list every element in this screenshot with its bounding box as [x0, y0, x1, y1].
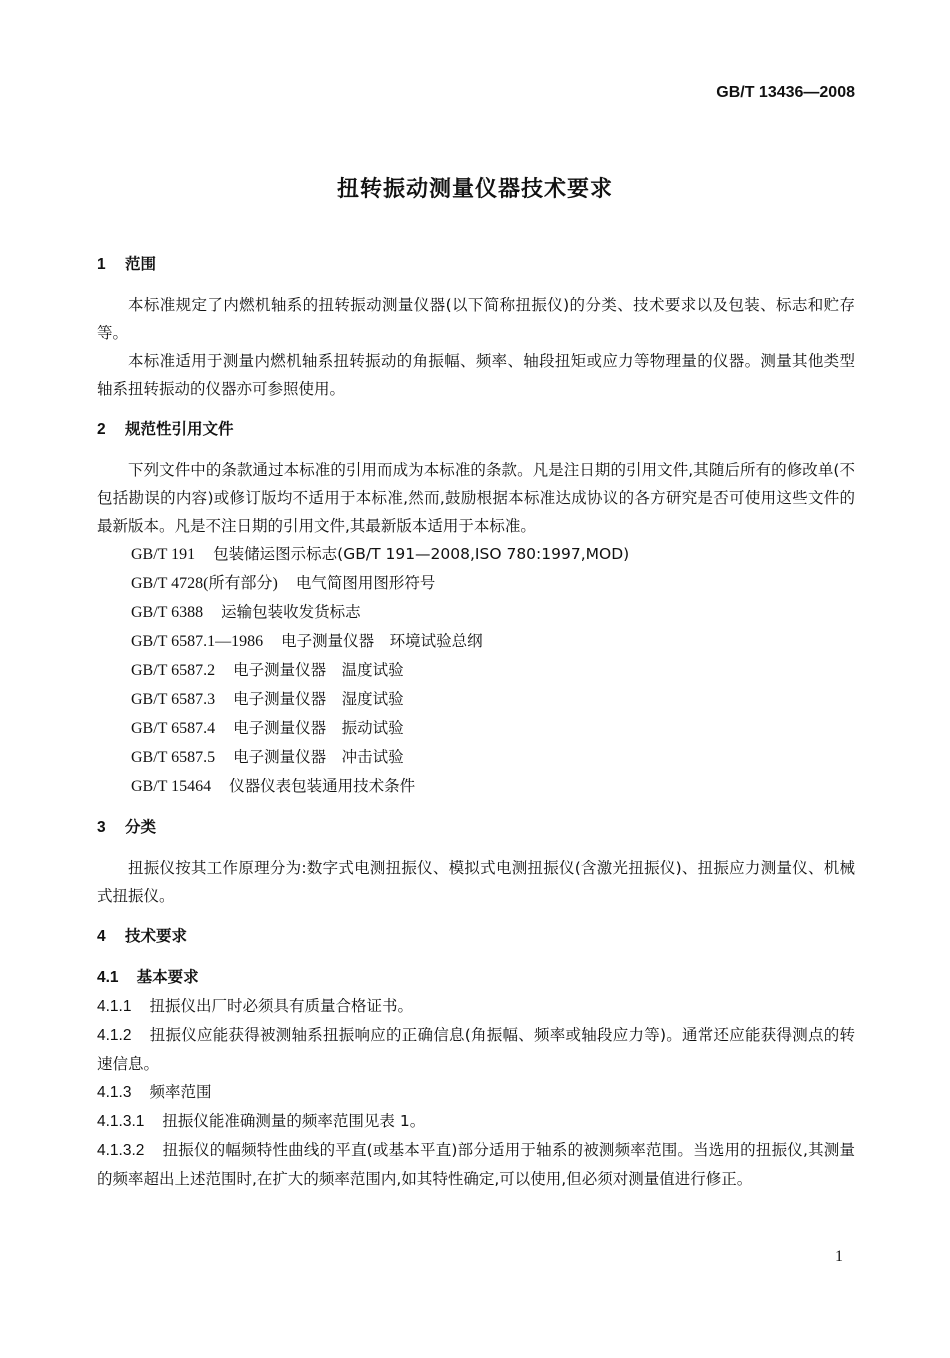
clause-number: 4.1.3 — [97, 1084, 132, 1101]
reference-title: 电子测量仪器 温度试验 — [233, 661, 404, 679]
reference-code: GB/T 6587.4 — [131, 720, 216, 737]
reference-item — [97, 569, 855, 598]
standard-number: GB/T 13436—2008 — [716, 84, 855, 101]
section-title: 范围 — [125, 255, 157, 273]
document-title: 扭转振动测量仪器技术要求 — [336, 177, 613, 202]
reference-title: 电子测量仪器 振动试验 — [233, 719, 404, 737]
reference-code: GB/T 6388 — [131, 604, 204, 621]
reference-code: GB/T 15464 — [131, 778, 212, 795]
reference-title: 仪器仪表包装通用技术条件 — [229, 777, 416, 795]
clause-number: 4.1.3.1 — [97, 1113, 145, 1130]
section-heading-technical-requirements — [97, 922, 855, 951]
reference-title: 电气简图用图形符号 — [295, 574, 436, 592]
clause-4-1-3 — [97, 1078, 855, 1107]
reference-code: GB/T 191 — [131, 546, 196, 563]
clause-number: 4.1.3.2 — [97, 1142, 145, 1159]
reference-item — [97, 540, 855, 569]
clause-text: 扭振仪的幅频特性曲线的平直(或基本平直)部分适用于轴系的被测频率范围。当选用的扭振仪,其测量的频率超出上述范围时,在扩大的频率范围内,如其特性确定,可以使用,但必须对测量值进行修正。 — [97, 1141, 855, 1188]
clause-number: 4.1.1 — [97, 998, 132, 1015]
section-number: 1 — [97, 256, 106, 273]
clause-text: 扭振仪出厂时必须具有质量合格证书。 — [149, 997, 413, 1015]
reference-code: GB/T 6587.1—1986 — [131, 633, 264, 650]
section-title: 规范性引用文件 — [125, 420, 234, 438]
reference-code: GB/T 6587.3 — [131, 691, 216, 708]
reference-item — [97, 772, 855, 801]
scope-paragraph-2: 本标准适用于测量内燃机轴系扭转振动的角振幅、频率、轴段扭矩或应力等物理量的仪器。测量其他类型轴系扭转振动的仪器亦可参照使用。 — [97, 352, 855, 398]
section-heading-classification — [97, 813, 855, 842]
clause-text: 频率范围 — [149, 1083, 212, 1101]
section-title: 技术要求 — [125, 927, 188, 945]
clause-4-1-2 — [97, 1021, 855, 1078]
section-number: 3 — [97, 819, 106, 836]
document-body — [97, 250, 855, 1193]
reference-title: 运输包装收发货标志 — [221, 603, 361, 621]
section-title: 分类 — [125, 818, 157, 836]
section-number: 4 — [97, 928, 106, 945]
section-number: 2 — [97, 421, 106, 438]
section-heading-scope — [97, 250, 855, 279]
reference-title: 包装储运图示标志(GB/T 191—2008,ISO 780:1997,MOD) — [213, 545, 630, 563]
subsection-heading-basic-requirements — [97, 963, 855, 992]
reference-item — [97, 743, 855, 772]
reference-list — [97, 540, 855, 801]
reference-title: 电子测量仪器 冲击试验 — [233, 748, 404, 766]
clause-4-1-1 — [97, 992, 855, 1021]
reference-item — [97, 656, 855, 685]
reference-item — [97, 685, 855, 714]
page-number: 1 — [835, 1248, 843, 1265]
reference-item — [97, 714, 855, 743]
reference-item — [97, 598, 855, 627]
section-heading-normative-references — [97, 415, 855, 444]
clause-text: 扭振仪能准确测量的频率范围见表 1。 — [162, 1112, 426, 1130]
reference-code: GB/T 4728(所有部分) — [131, 575, 278, 592]
reference-code: GB/T 6587.5 — [131, 749, 216, 766]
reference-title: 电子测量仪器 环境试验总纲 — [281, 632, 483, 650]
reference-item — [97, 627, 855, 656]
clause-number: 4.1.2 — [97, 1027, 132, 1044]
reference-code: GB/T 6587.2 — [131, 662, 216, 679]
clause-4-1-3-2 — [97, 1136, 855, 1193]
clause-title: 基本要求 — [136, 968, 199, 986]
clause-4-1-3-1 — [97, 1107, 855, 1136]
clause-text: 扭振仪应能获得被测轴系扭振响应的正确信息(角振幅、频率或轴段应力等)。通常还应能获得测点的转速信息。 — [97, 1026, 855, 1073]
references-intro: 下列文件中的条款通过本标准的引用而成为本标准的条款。凡是注日期的引用文件,其随后所有的修改单(不包括勘误的内容)或修订版均不适用于本标准,然而,鼓励根据本标准达成协议的各方研究是否可使用这些文件的最新版本。凡是不注日期的引用文件,其最新版本适用于本标准。 — [97, 461, 855, 535]
classification-paragraph: 扭振仪按其工作原理分为:数字式电测扭振仪、模拟式电测扭振仪(含激光扭振仪)、扭振应力测量仪、机械式扭振仪。 — [97, 859, 855, 905]
scope-paragraph-1: 本标准规定了内燃机轴系的扭转振动测量仪器(以下简称扭振仪)的分类、技术要求以及包装、标志和贮存等。 — [97, 296, 855, 342]
reference-title: 电子测量仪器 湿度试验 — [233, 690, 404, 708]
clause-number: 4.1 — [97, 969, 119, 986]
